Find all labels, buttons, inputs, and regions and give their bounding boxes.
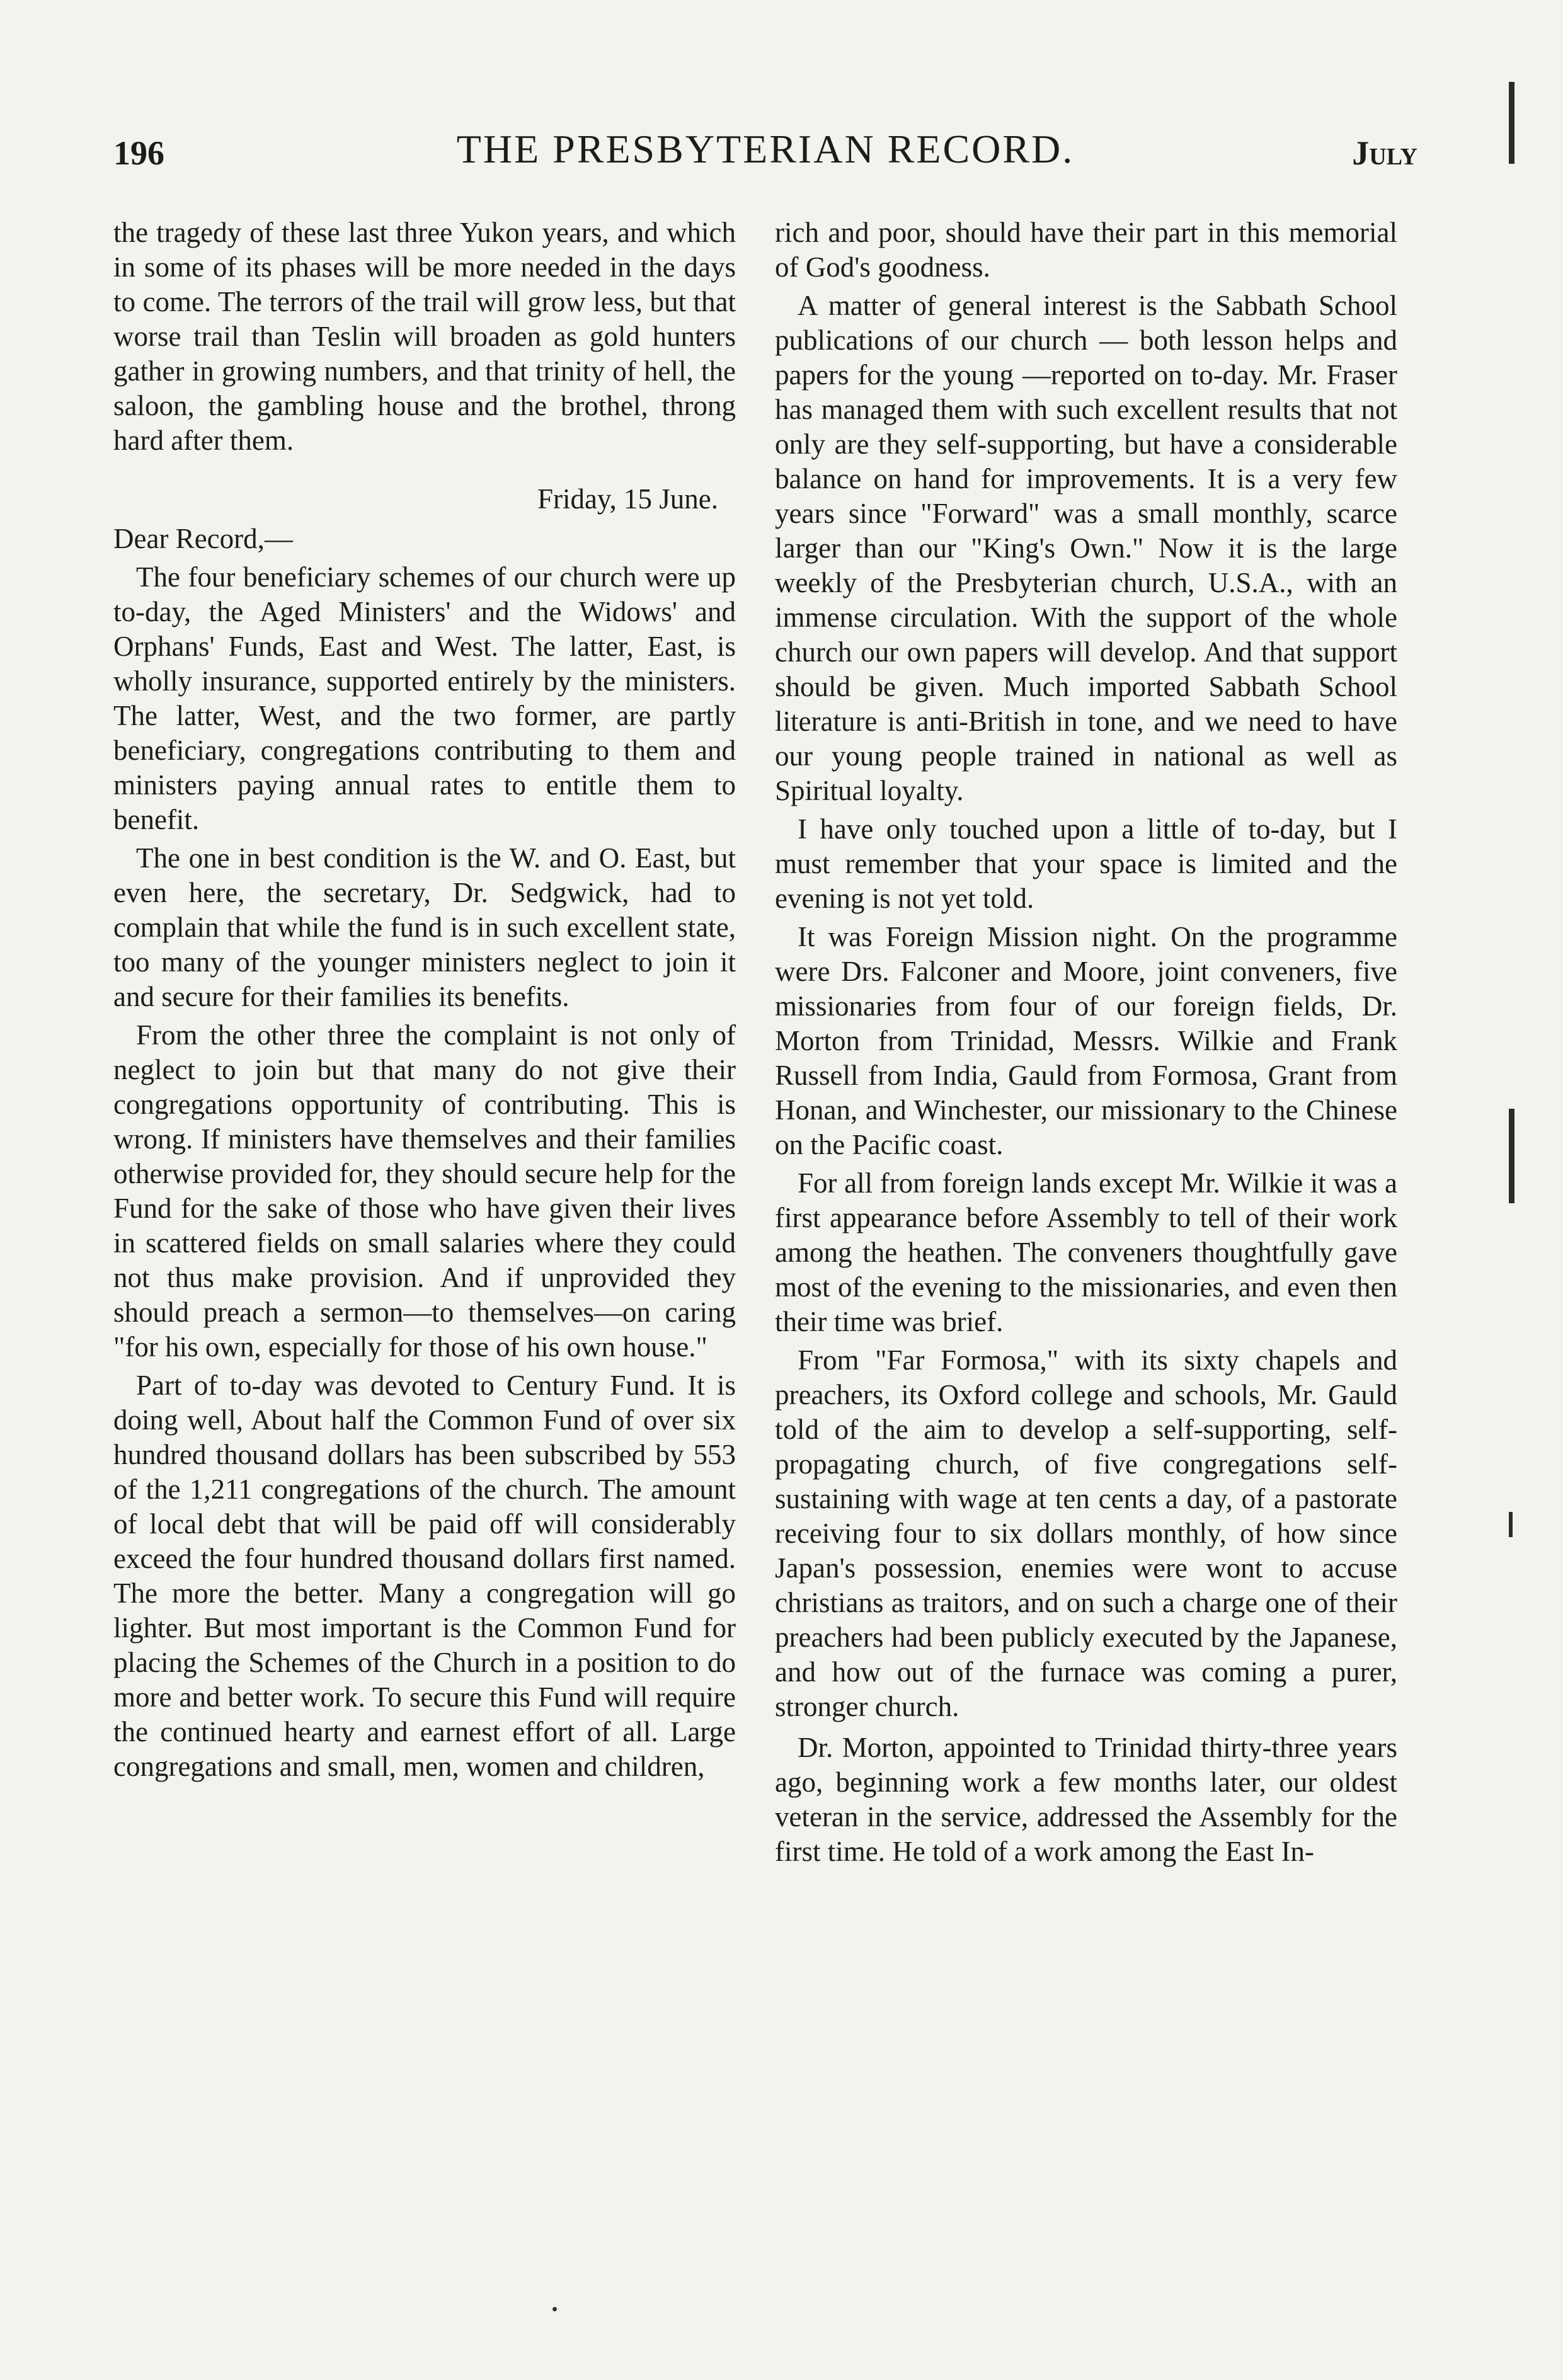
page-header (113, 126, 1417, 183)
right-column (775, 215, 1397, 1873)
paragraph-space-limited: I have only touched upon a little of to-day, but I must remember that your space is limited and the evening is not yet told. (775, 813, 1397, 914)
paragraph-complaint: From the other three the complaint is not only of neglect to join but that many do not give their congregations opportunity of contributing. This is wrong. If ministers have themselves and their families otherwise provided for, they should secure help for the Fund for the sake of those who have given their lives in scattered fields on small salaries where they could not thus make provision. And if unprovided they should preach a sermon—to themselves—on caring "for his own, especially for those of his own house." (113, 1019, 736, 1363)
scan-edge-mark (1509, 1109, 1514, 1203)
scan-edge-mark (1509, 1512, 1513, 1537)
scan-edge-mark (1509, 82, 1514, 164)
paragraph-first-appearance: For all from foreign lands except Mr. Wilkie it was a first appearance before Assembly to tell of their work among the heathen. The conveners thoughtfully gave most of the evening to the missionaries, and even then their time was brief. (775, 1167, 1397, 1337)
paragraph-rich-and-poor: rich and poor, should have their part in this memorial of God's goodness. (775, 217, 1397, 283)
issue-month: July (1352, 134, 1417, 172)
paragraph-far-formosa: From "Far Formosa," with its sixty chapels and preachers, its Oxford college and schools, Mr. Gauld told of the aim to develop a self-supporting, self-propagating church, of five congregations self-sustaining with wage at ten cents a day, of a pastorate receiving four to six dollars monthly, of how since Japan's possession, enemies were wont to accuse christians as traitors, and on such a charge one of their preachers had been publicly executed by the Japanese, and how out of the furnace was coming a purer, stronger church. (775, 1344, 1397, 1722)
print-speck (552, 2307, 557, 2311)
paragraph-sabbath-school: A matter of general interest is the Sabbath School publications of our church — both lesson helps and papers for the young —reported on to-day. Mr. Fraser has managed them with such excellent results that not only are they self-supporting, but have a considerable balance on hand for improvements. It is a very few years since "Forward" was a small monthly, scarce larger than our "King's Own." Now it is the large weekly of the Presbyterian church, U.S.A., with an immense circulation. With the support of the whole church our own papers will develop. And that support should be given. Much imported Sabbath School literature is anti-British in tone, and we need to have our young people trained in national as well as Spiritual loyalty. (775, 290, 1397, 806)
paragraph-dr-morton: Dr. Morton, appointed to Trinidad thirty-three years ago, beginning work a few months later, our oldest veteran in the service, addressed the Assembly for the first time. He told of a work among the East In- (775, 1732, 1397, 1867)
journal-title: THE PRESBYTERIAN RECORD. (456, 127, 1075, 171)
left-column (113, 215, 736, 1788)
page-number: 196 (113, 134, 164, 172)
paragraph-foreign-mission-night: It was Foreign Mission night. On the programme were Drs. Falconer and Moore, joint conveners, five missionaries from four of our foreign fields, Dr. Morton from Trinidad, Messrs. Wilkie and Frank Russell from India, Gauld from Formosa, Grant from Honan, and Winchester, our missionary to the Chinese on the Pacific coast. (775, 921, 1397, 1160)
dateline: Friday, 15 June. (537, 483, 718, 515)
paragraph-beneficiary-schemes: The four beneficiary schemes of our church were up to-day, the Aged Ministers' and the Widows' and Orphans' Funds, East and West. The latter, East, is wholly insurance, supported entirely by the ministers. The latter, West, and the two former, are partly beneficiary, congregations contributing to them and ministers paying annual rates to entitle them to benefit. (113, 561, 736, 835)
salutation: Dear Record,— (113, 523, 293, 554)
paragraph-century-fund: Part of to-day was devoted to Century Fund. It is doing well, About half the Common Fund of over six hundred thousand dollars has been subscribed by 553 of the 1,211 congregations of the church. The amount of local debt that will be paid off will considerably exceed the four hundred thousand dollars first named. The more the better. Many a congregation will go lighter. But most important is the Common Fund for placing the Schemes of the Church in a position to do more and better work. To secure this Fund will require the continued hearty and earnest effort of all. Large congregations and small, men, women and children, (113, 1370, 736, 1782)
paragraph-yukon: the tragedy of these last three Yukon years, and which in some of its phases will be more needed in the days to come. The terrors of the trail will grow less, but that worse trail than Teslin will broaden as gold hunters gather in growing numbers, and that trinity of hell, the saloon, the gambling house and the brothel, throng hard after them. (113, 217, 736, 456)
paragraph-wo-east: The one in best condition is the W. and O. East, but even here, the secretary, Dr. Sedgwick, had to complain that while the fund is in such excellent state, too many of the younger ministers neglect to join it and secure for their families its benefits. (113, 842, 736, 1012)
